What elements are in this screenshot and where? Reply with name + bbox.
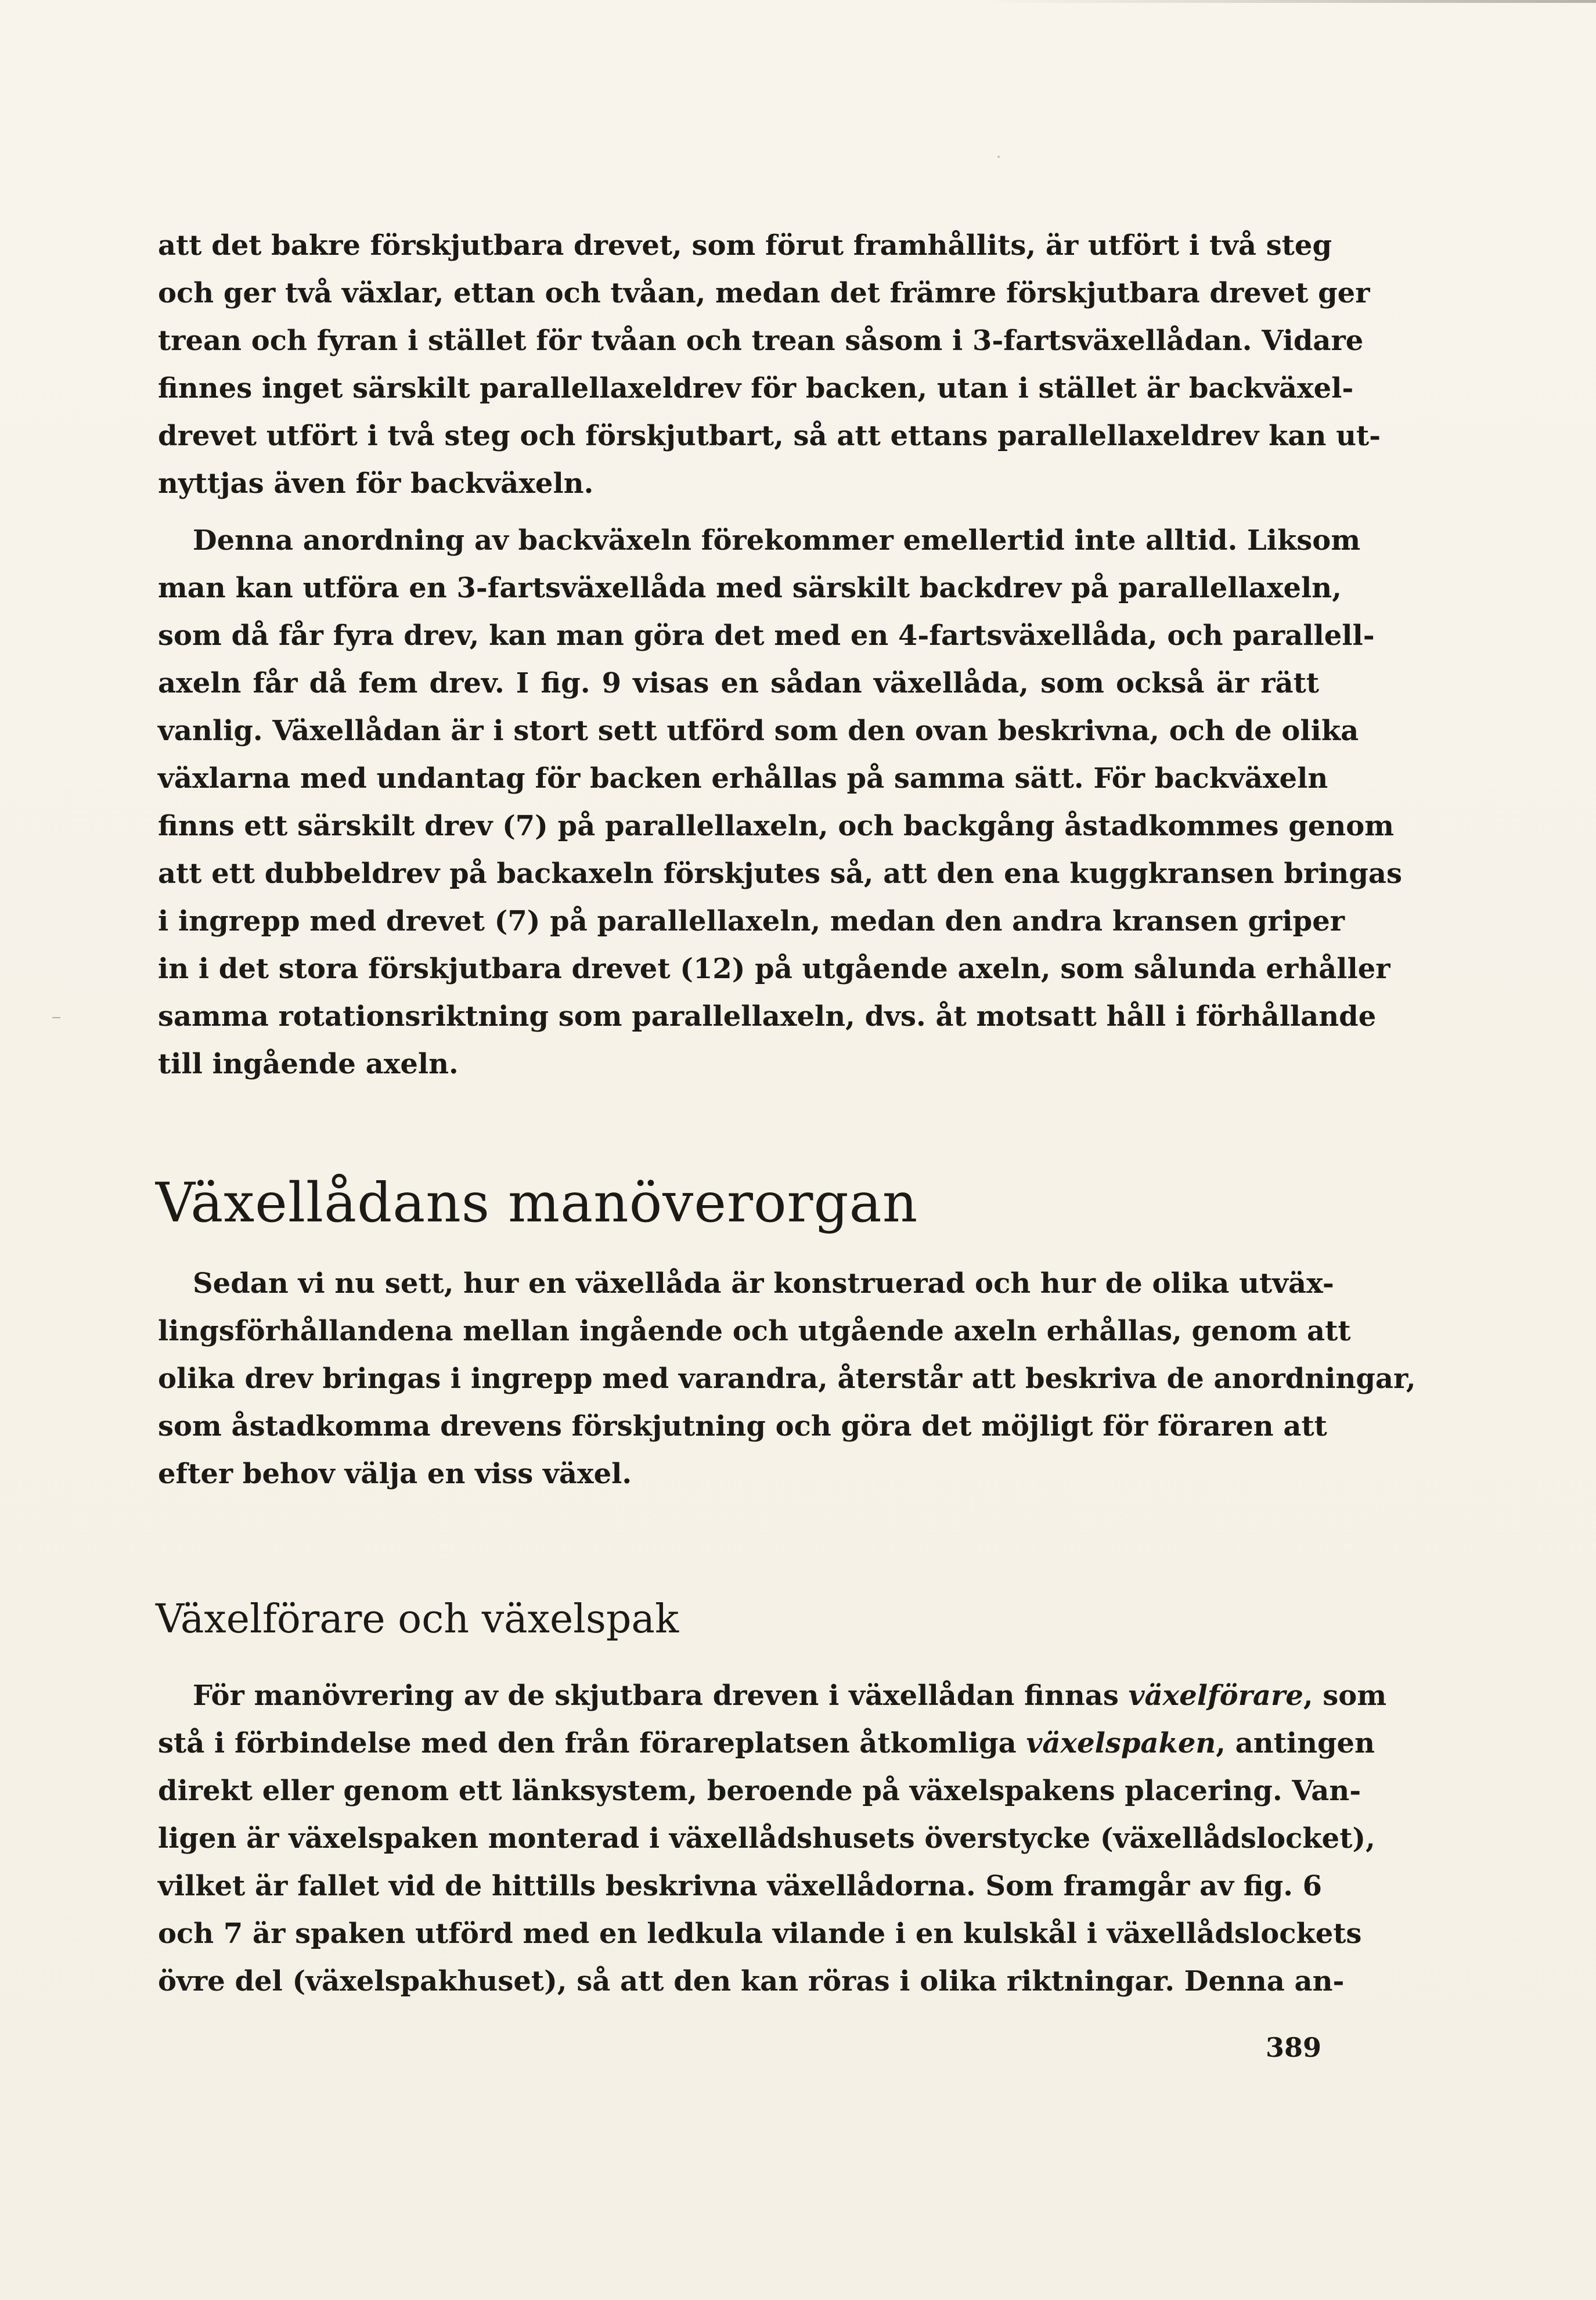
text-line: nyttjas även för backväxeln. <box>158 467 594 500</box>
section-heading: Växellådans manöverorgan <box>156 1171 918 1235</box>
text-line: till ingående axeln. <box>158 1048 459 1080</box>
text-line: ligen är växelspaken monterad i växellådshusets överstycke (växellådslocket), <box>158 1822 1375 1855</box>
paragraph-1 <box>158 222 1381 507</box>
text-line: finns ett särskilt drev (7) på parallellaxeln, och backgång åstadkommes genom <box>158 810 1395 842</box>
text-line: trean och fyran i stället för tvåan och trean såsom i 3-fartsväxellådan. Vidare <box>158 325 1364 357</box>
subsection-heading: Växelförare och växelspak <box>156 1596 679 1642</box>
text-line: övre del (växelspakhuset), så att den kan röras i olika riktningar. Denna an- <box>158 1965 1345 1998</box>
speck <box>997 156 1000 158</box>
text-line: och ger två växlar, ettan och tvåan, medan det främre förskjutbara drevet ger <box>158 277 1370 309</box>
term-emphasis: växelspaken <box>1026 1727 1216 1760</box>
text-run: stå i förbindelse med den från förareplatsen åtkomliga <box>158 1727 1026 1760</box>
page-number: 389 <box>1266 2032 1322 2063</box>
text-line: som åstadkomma drevens förskjutning och göra det möjligt för föraren att <box>158 1410 1327 1443</box>
text-line: drevet utfört i två steg och förskjutbart, så att ettans parallellaxeldrev kan ut- <box>158 420 1381 452</box>
page-edge-shadow <box>987 0 1596 3</box>
paragraph-4 <box>158 1672 1387 2005</box>
text-line: Sedan vi nu sett, hur en växellåda är konstruerad och hur de olika utväx- <box>193 1267 1334 1300</box>
paragraph-2 <box>158 517 1403 1088</box>
margin-mark <box>52 1017 60 1018</box>
text-line: direkt eller genom ett länksystem, beroende på växelspakens placering. Van- <box>158 1775 1361 1807</box>
text-line: finnes inget särskilt parallellaxeldrev för backen, utan i stället är backväxel- <box>158 372 1354 405</box>
paragraph-3 <box>158 1260 1416 1498</box>
term-emphasis: växelförare <box>1128 1679 1303 1712</box>
text-line: man kan utföra en 3-fartsväxellåda med särskilt backdrev på parallellaxeln, <box>158 572 1342 604</box>
text-line: axeln får då fem drev. I fig. 9 visas en sådan växellåda, som också är rätt <box>158 667 1319 700</box>
text-line: lingsförhållandena mellan ingående och utgående axeln erhållas, genom att <box>158 1315 1351 1347</box>
text-line: i ingrepp med drevet (7) på parallellaxeln, medan den andra kransen griper <box>158 905 1345 938</box>
text-line: samma rotationsriktning som parallellaxeln, dvs. åt motsatt håll i förhållande <box>158 1000 1377 1033</box>
text-line: olika drev bringas i ingrepp med varandra, återstår att beskriva de anordningar, <box>158 1362 1416 1395</box>
text-line <box>158 1672 1387 1719</box>
text-line: Denna anordning av backväxeln förekommer emellertid inte alltid. Liksom <box>193 524 1361 557</box>
text-line: in i det stora förskjutbara drevet (12) på utgående axeln, som sålunda erhåller <box>158 953 1390 985</box>
text-line: vilket är fallet vid de hittills beskrivna växellådorna. Som framgår av fig. 6 <box>158 1870 1323 1902</box>
text-run: , antingen <box>1216 1727 1375 1760</box>
text-run: För manövrering av de skjutbara dreven i växellådan finnas <box>193 1679 1129 1712</box>
text-line: som då får fyra drev, kan man göra det med en 4-fartsväxellåda, och parallell- <box>158 619 1375 652</box>
text-line <box>158 1719 1375 1767</box>
text-line: att ett dubbeldrev på backaxeln förskjutes så, att den ena kuggkransen bringas <box>158 857 1403 890</box>
text-line: efter behov välja en viss växel. <box>158 1458 632 1490</box>
text-run: , som <box>1303 1679 1387 1712</box>
text-line: växlarna med undantag för backen erhållas på samma sätt. För backväxeln <box>158 762 1328 795</box>
text-line: att det bakre förskjutbara drevet, som förut framhållits, är utfört i två steg <box>158 229 1332 262</box>
text-line: och 7 är spaken utförd med en ledkula vilande i en kulskål i växellådslockets <box>158 1917 1362 1950</box>
text-line: vanlig. Växellådan är i stort sett utförd som den ovan beskrivna, och de olika <box>158 715 1359 747</box>
